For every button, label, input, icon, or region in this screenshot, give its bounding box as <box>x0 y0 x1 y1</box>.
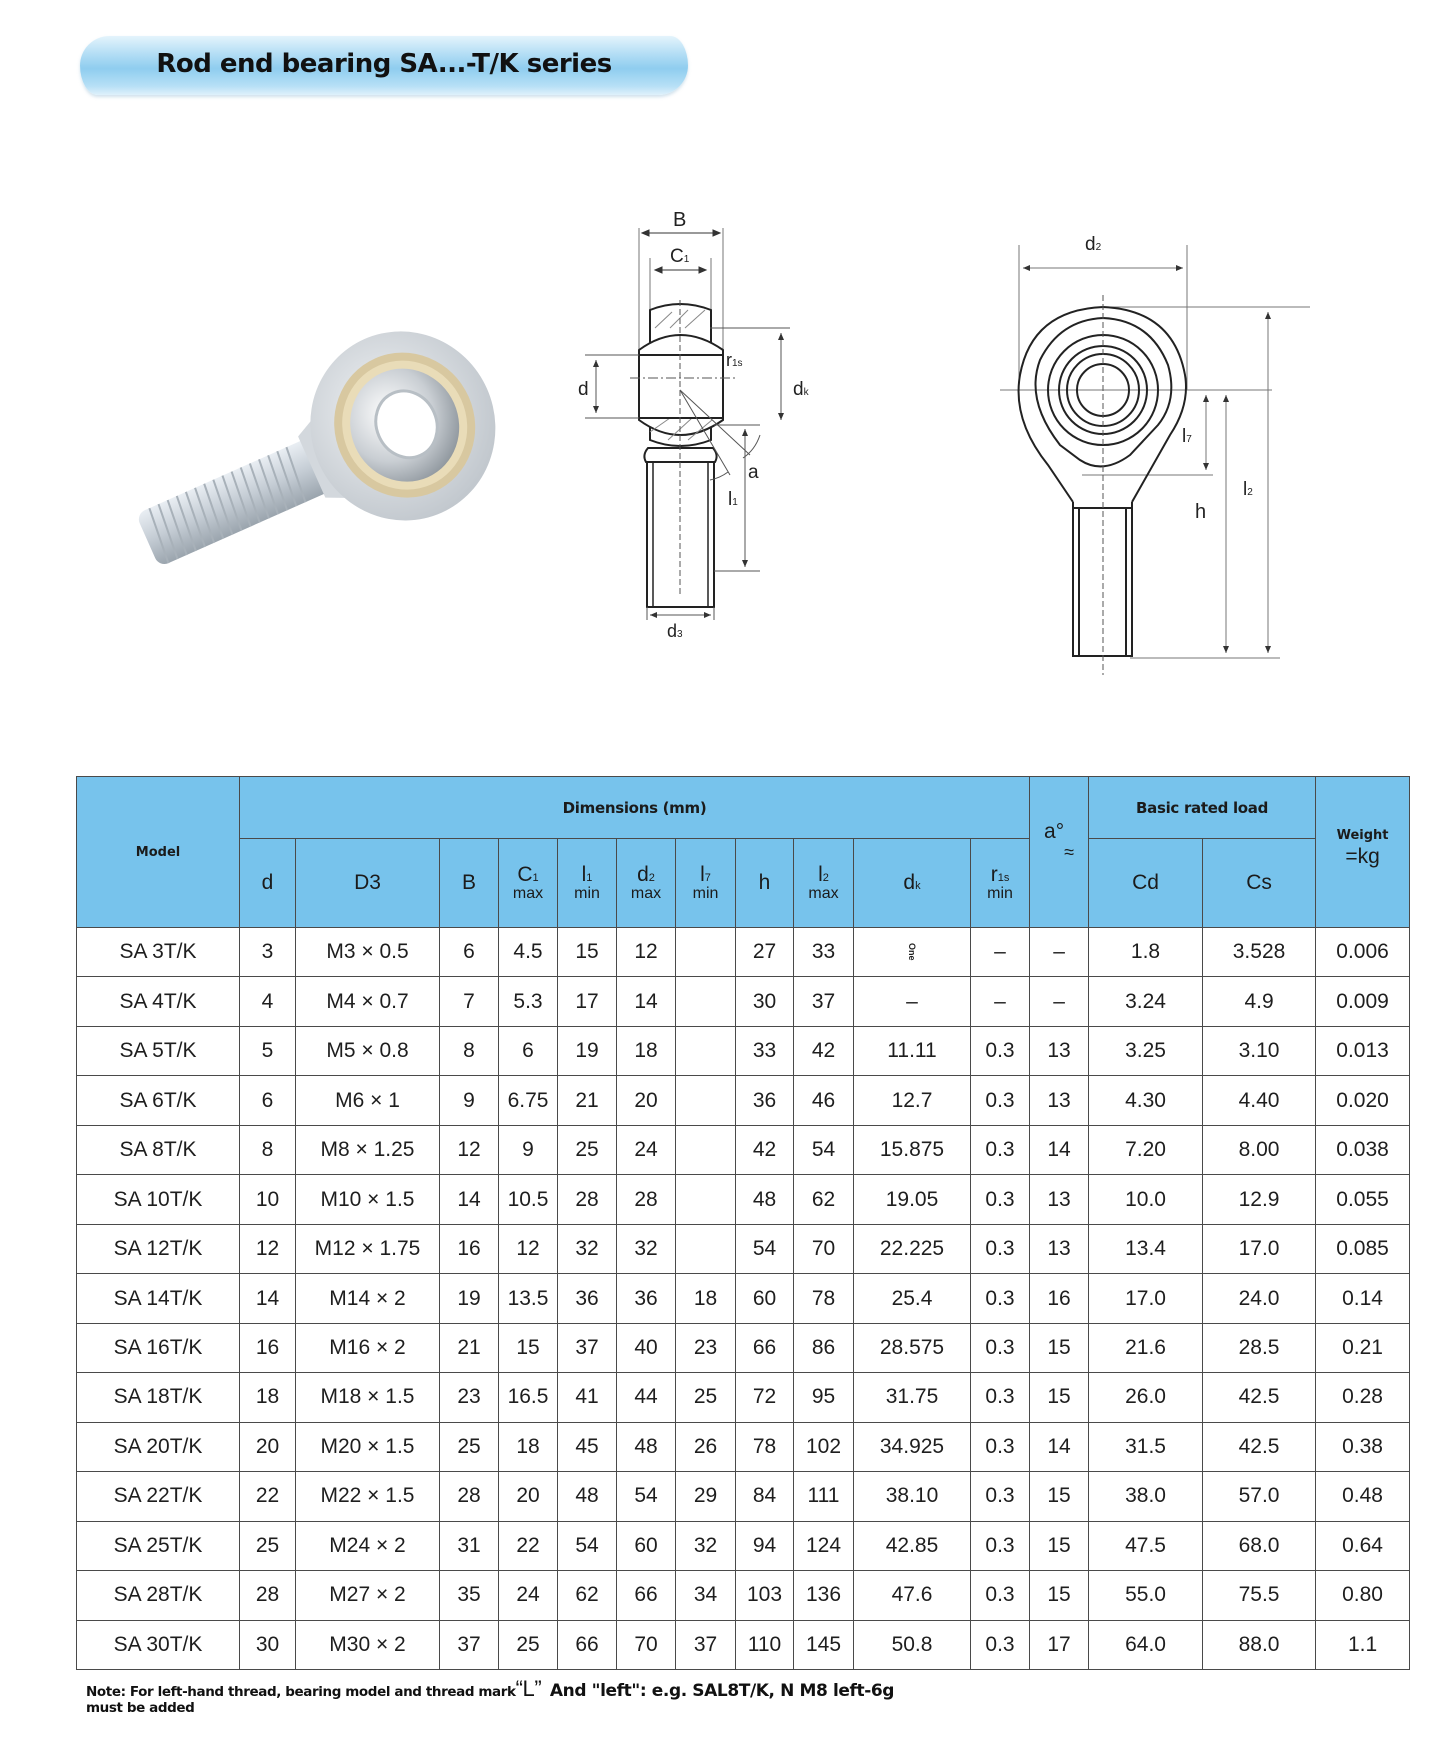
cell-d3: M6 × 1 <box>296 1076 440 1125</box>
cell-l7 <box>676 977 736 1026</box>
header-col-l7: l7 min <box>676 839 736 928</box>
cell-dk: 12.7 <box>854 1076 971 1125</box>
cell-dk: – <box>854 977 971 1026</box>
cell-d: 6 <box>240 1076 296 1125</box>
cell-c1: 18 <box>499 1422 558 1471</box>
cell-b: 9 <box>440 1076 499 1125</box>
cell-c1: 10.5 <box>499 1175 558 1224</box>
cell-r1s: 0.3 <box>971 1323 1030 1372</box>
cell-cs: 42.5 <box>1203 1422 1316 1471</box>
cell-cs: 88.0 <box>1203 1620 1316 1669</box>
cell-cd: 1.8 <box>1089 928 1203 977</box>
label-h: h <box>1195 501 1207 523</box>
cell-cs: 3.10 <box>1203 1026 1316 1075</box>
cell-a: 17 <box>1030 1620 1089 1669</box>
cell-l2: 86 <box>794 1323 854 1372</box>
cell-l1: 28 <box>558 1175 617 1224</box>
spec-table <box>76 776 1410 1670</box>
cell-dk: 28.575 <box>854 1323 971 1372</box>
cell-dk: 25.4 <box>854 1274 971 1323</box>
cell-dk: 15.875 <box>854 1125 971 1174</box>
table-row <box>77 1224 1410 1273</box>
cell-d3: M14 × 2 <box>296 1274 440 1323</box>
cell-cs: 42.5 <box>1203 1373 1316 1422</box>
cell-h: 84 <box>736 1472 794 1521</box>
cell-cd: 55.0 <box>1089 1571 1203 1620</box>
cell-d2: 36 <box>617 1274 676 1323</box>
cell-l2: 95 <box>794 1373 854 1422</box>
cell-r1s: – <box>971 928 1030 977</box>
cell-c1: 6.75 <box>499 1076 558 1125</box>
cell-d3: M22 × 1.5 <box>296 1472 440 1521</box>
cell-cs: 68.0 <box>1203 1521 1316 1570</box>
cell-h: 66 <box>736 1323 794 1372</box>
cell-cs: 28.5 <box>1203 1323 1316 1372</box>
cell-weight: 0.085 <box>1316 1224 1410 1273</box>
cell-l2: 136 <box>794 1571 854 1620</box>
cell-r1s: 0.3 <box>971 1472 1030 1521</box>
header-col-l1: l1 min <box>558 839 617 928</box>
cell-cd: 17.0 <box>1089 1274 1203 1323</box>
cell-l2: 54 <box>794 1125 854 1174</box>
cell-a: 15 <box>1030 1323 1089 1372</box>
cell-b: 16 <box>440 1224 499 1273</box>
cell-b: 31 <box>440 1521 499 1570</box>
cell-cd: 64.0 <box>1089 1620 1203 1669</box>
label-d3: d3 <box>667 621 683 641</box>
cell-dk: 42.85 <box>854 1521 971 1570</box>
cell-r1s: 0.3 <box>971 1125 1030 1174</box>
cell-l7: 23 <box>676 1323 736 1372</box>
cell-d2: 32 <box>617 1224 676 1273</box>
cell-c1: 22 <box>499 1521 558 1570</box>
table-row <box>77 1125 1410 1174</box>
table-row <box>77 1323 1410 1372</box>
cell-h: 60 <box>736 1274 794 1323</box>
cell-l7: 26 <box>676 1422 736 1471</box>
cell-model: SA 3T/K <box>77 928 240 977</box>
label-r1s: r1s <box>726 350 743 370</box>
cell-c1: 25 <box>499 1620 558 1669</box>
header-col-d2: d2 max <box>617 839 676 928</box>
cell-c1: 12 <box>499 1224 558 1273</box>
cell-l2: 111 <box>794 1472 854 1521</box>
cell-d2: 44 <box>617 1373 676 1422</box>
cell-c1: 4.5 <box>499 928 558 977</box>
cell-d3: M24 × 2 <box>296 1521 440 1570</box>
cell-l7: 32 <box>676 1521 736 1570</box>
cell-l7 <box>676 1076 736 1125</box>
cell-l2: 102 <box>794 1422 854 1471</box>
table-row <box>77 1472 1410 1521</box>
cell-d2: 18 <box>617 1026 676 1075</box>
cell-l7: 37 <box>676 1620 736 1669</box>
cell-a: 13 <box>1030 1175 1089 1224</box>
cell-cs: 57.0 <box>1203 1472 1316 1521</box>
cell-l2: 42 <box>794 1026 854 1075</box>
cell-l2: 78 <box>794 1274 854 1323</box>
table-row <box>77 1076 1410 1125</box>
table-row <box>77 1175 1410 1224</box>
cell-dk: 19.05 <box>854 1175 971 1224</box>
cell-model: SA 8T/K <box>77 1125 240 1174</box>
rod-end-bearing-photo <box>105 330 505 575</box>
cell-r1s: 0.3 <box>971 1620 1030 1669</box>
cell-a: 15 <box>1030 1373 1089 1422</box>
cell-l7: 18 <box>676 1274 736 1323</box>
header-col-dk: dk <box>854 839 971 928</box>
cell-cs: 3.528 <box>1203 928 1316 977</box>
header-alpha: a° ≈ <box>1030 777 1089 928</box>
header-model: Model <box>77 777 240 928</box>
cell-d2: 60 <box>617 1521 676 1570</box>
cell-c1: 9 <box>499 1125 558 1174</box>
cell-cd: 4.30 <box>1089 1076 1203 1125</box>
cell-h: 94 <box>736 1521 794 1570</box>
cell-model: SA 16T/K <box>77 1323 240 1372</box>
cell-model: SA 22T/K <box>77 1472 240 1521</box>
page-title: Rod end bearing SA...-T/K series <box>156 49 612 79</box>
header-dimensions: Dimensions (mm) <box>240 777 1030 839</box>
cell-a: 14 <box>1030 1422 1089 1471</box>
cell-h: 33 <box>736 1026 794 1075</box>
cell-r1s: 0.3 <box>971 1422 1030 1471</box>
cell-l7 <box>676 928 736 977</box>
cell-dk: One <box>854 928 971 977</box>
cell-cd: 21.6 <box>1089 1323 1203 1372</box>
cell-r1s: 0.3 <box>971 1175 1030 1224</box>
table-row <box>77 928 1410 977</box>
label-d2: d2 <box>1085 234 1102 255</box>
header-col-cs: Cs <box>1203 839 1316 928</box>
cell-a: – <box>1030 928 1089 977</box>
label-l7: l7 <box>1182 426 1192 447</box>
table-row <box>77 1026 1410 1075</box>
cell-h: 78 <box>736 1422 794 1471</box>
cell-b: 21 <box>440 1323 499 1372</box>
cell-l1: 41 <box>558 1373 617 1422</box>
cell-weight: 0.14 <box>1316 1274 1410 1323</box>
cell-l7 <box>676 1175 736 1224</box>
cell-l1: 37 <box>558 1323 617 1372</box>
cell-l7: 34 <box>676 1571 736 1620</box>
cell-c1: 24 <box>499 1571 558 1620</box>
cell-a: 14 <box>1030 1125 1089 1174</box>
header-row-columns <box>77 839 1410 928</box>
cell-l7 <box>676 1125 736 1174</box>
cell-d3: M4 × 0.7 <box>296 977 440 1026</box>
cell-d: 12 <box>240 1224 296 1273</box>
cell-d2: 20 <box>617 1076 676 1125</box>
cell-model: SA 5T/K <box>77 1026 240 1075</box>
label-l1: l1 <box>728 489 738 510</box>
cell-dk: 22.225 <box>854 1224 971 1273</box>
cell-l1: 66 <box>558 1620 617 1669</box>
cell-d2: 14 <box>617 977 676 1026</box>
label-dk: dk <box>793 379 809 400</box>
header-col-h: h <box>736 839 794 928</box>
cell-l7 <box>676 1224 736 1273</box>
cell-l7 <box>676 1026 736 1075</box>
cell-d3: M5 × 0.8 <box>296 1026 440 1075</box>
cell-dk: 11.11 <box>854 1026 971 1075</box>
cell-weight: 1.1 <box>1316 1620 1410 1669</box>
cell-d2: 70 <box>617 1620 676 1669</box>
note-text-2: And "left": e.g. SAL8T/K, N M8 left-6g <box>549 1681 895 1701</box>
cell-b: 35 <box>440 1571 499 1620</box>
cell-cd: 10.0 <box>1089 1175 1203 1224</box>
cell-d2: 12 <box>617 928 676 977</box>
table-row <box>77 1422 1410 1471</box>
cell-d2: 40 <box>617 1323 676 1372</box>
label-B: B <box>673 209 687 231</box>
cell-d3: M3 × 0.5 <box>296 928 440 977</box>
note-thread-mark: “L” <box>515 1676 542 1701</box>
cell-l2: 70 <box>794 1224 854 1273</box>
cell-d: 25 <box>240 1521 296 1570</box>
label-a: a <box>748 462 759 483</box>
cell-d: 14 <box>240 1274 296 1323</box>
cell-l2: 145 <box>794 1620 854 1669</box>
cell-a: 15 <box>1030 1571 1089 1620</box>
cell-d3: M30 × 2 <box>296 1620 440 1669</box>
cell-d3: M10 × 1.5 <box>296 1175 440 1224</box>
cell-cd: 47.5 <box>1089 1521 1203 1570</box>
table-row <box>77 1373 1410 1422</box>
cell-model: SA 20T/K <box>77 1422 240 1471</box>
cell-cd: 13.4 <box>1089 1224 1203 1273</box>
table-row <box>77 1571 1410 1620</box>
cell-d: 22 <box>240 1472 296 1521</box>
cell-r1s: 0.3 <box>971 1224 1030 1273</box>
cell-cs: 4.40 <box>1203 1076 1316 1125</box>
cell-d2: 48 <box>617 1422 676 1471</box>
cell-d3: M16 × 2 <box>296 1323 440 1372</box>
cell-d3: M18 × 1.5 <box>296 1373 440 1422</box>
cell-l1: 32 <box>558 1224 617 1273</box>
cell-l7: 25 <box>676 1373 736 1422</box>
cell-a: 13 <box>1030 1224 1089 1273</box>
cell-model: SA 10T/K <box>77 1175 240 1224</box>
cell-h: 27 <box>736 928 794 977</box>
cell-dk: 50.8 <box>854 1620 971 1669</box>
cell-d: 10 <box>240 1175 296 1224</box>
cell-d: 18 <box>240 1373 296 1422</box>
header-col-l2: l2 max <box>794 839 854 928</box>
cell-model: SA 12T/K <box>77 1224 240 1273</box>
header-col-D3: D3 <box>296 839 440 928</box>
cell-c1: 20 <box>499 1472 558 1521</box>
cell-l1: 25 <box>558 1125 617 1174</box>
cell-cs: 75.5 <box>1203 1571 1316 1620</box>
cell-cs: 4.9 <box>1203 977 1316 1026</box>
cell-l2: 37 <box>794 977 854 1026</box>
header-col-C1: C1 max <box>499 839 558 928</box>
cell-cs: 8.00 <box>1203 1125 1316 1174</box>
cell-l1: 17 <box>558 977 617 1026</box>
cell-b: 28 <box>440 1472 499 1521</box>
cell-cs: 17.0 <box>1203 1224 1316 1273</box>
cell-b: 25 <box>440 1422 499 1471</box>
cell-model: SA 6T/K <box>77 1076 240 1125</box>
cell-c1: 6 <box>499 1026 558 1075</box>
table-row <box>77 1521 1410 1570</box>
table-row <box>77 1274 1410 1323</box>
cell-cd: 3.24 <box>1089 977 1203 1026</box>
cell-weight: 0.48 <box>1316 1472 1410 1521</box>
cell-d3: M12 × 1.75 <box>296 1224 440 1273</box>
cell-l1: 62 <box>558 1571 617 1620</box>
header-basic-rated-load: Basic rated load <box>1089 777 1316 839</box>
cell-a: 15 <box>1030 1521 1089 1570</box>
cell-model: SA 14T/K <box>77 1274 240 1323</box>
title-banner <box>80 36 688 95</box>
cell-weight: 0.28 <box>1316 1373 1410 1422</box>
header-col-d: d <box>240 839 296 928</box>
cell-d: 5 <box>240 1026 296 1075</box>
cell-a: 13 <box>1030 1026 1089 1075</box>
footnote <box>86 1676 986 1716</box>
cell-l1: 36 <box>558 1274 617 1323</box>
cell-dk: 31.75 <box>854 1373 971 1422</box>
cell-a: 13 <box>1030 1076 1089 1125</box>
header-col-cd: Cd <box>1089 839 1203 928</box>
cell-a: 15 <box>1030 1472 1089 1521</box>
cell-model: SA 4T/K <box>77 977 240 1026</box>
cell-model: SA 25T/K <box>77 1521 240 1570</box>
note-text-3: must be added <box>86 1700 195 1716</box>
cell-d2: 28 <box>617 1175 676 1224</box>
cell-r1s: 0.3 <box>971 1076 1030 1125</box>
cell-r1s: 0.3 <box>971 1373 1030 1422</box>
cell-cd: 31.5 <box>1089 1422 1203 1471</box>
header-col-B: B <box>440 839 499 928</box>
cell-l2: 46 <box>794 1076 854 1125</box>
label-C1: C1 <box>670 246 690 267</box>
cell-l7: 29 <box>676 1472 736 1521</box>
cell-r1s: – <box>971 977 1030 1026</box>
cell-d2: 66 <box>617 1571 676 1620</box>
cell-d3: M27 × 2 <box>296 1571 440 1620</box>
cell-weight: 0.020 <box>1316 1076 1410 1125</box>
cell-l1: 45 <box>558 1422 617 1471</box>
note-text-1: Note: For left-hand thread, bearing model and thread mark <box>86 1684 516 1700</box>
cell-weight: 0.013 <box>1316 1026 1410 1075</box>
cell-r1s: 0.3 <box>971 1571 1030 1620</box>
cell-cs: 12.9 <box>1203 1175 1316 1224</box>
header-col-r1s: r1s min <box>971 839 1030 928</box>
cell-cd: 26.0 <box>1089 1373 1203 1422</box>
cell-cd: 3.25 <box>1089 1026 1203 1075</box>
cell-h: 30 <box>736 977 794 1026</box>
cell-b: 6 <box>440 928 499 977</box>
header-row-group <box>77 777 1410 839</box>
cell-weight: 0.055 <box>1316 1175 1410 1224</box>
cell-model: SA 18T/K <box>77 1373 240 1422</box>
cell-d2: 54 <box>617 1472 676 1521</box>
cell-h: 48 <box>736 1175 794 1224</box>
cell-d3: M8 × 1.25 <box>296 1125 440 1174</box>
cell-b: 8 <box>440 1026 499 1075</box>
cell-b: 14 <box>440 1175 499 1224</box>
cell-dk: 47.6 <box>854 1571 971 1620</box>
cell-h: 103 <box>736 1571 794 1620</box>
cell-l1: 21 <box>558 1076 617 1125</box>
front-view-diagram <box>990 220 1330 690</box>
cell-d: 28 <box>240 1571 296 1620</box>
table-row <box>77 977 1410 1026</box>
cell-r1s: 0.3 <box>971 1026 1030 1075</box>
label-l2: l2 <box>1243 479 1253 500</box>
cell-dk: 38.10 <box>854 1472 971 1521</box>
cell-d: 16 <box>240 1323 296 1372</box>
cell-weight: 0.006 <box>1316 928 1410 977</box>
cell-a: 16 <box>1030 1274 1089 1323</box>
side-section-diagram <box>560 200 850 700</box>
cell-weight: 0.80 <box>1316 1571 1410 1620</box>
cell-l1: 48 <box>558 1472 617 1521</box>
cell-dk: 34.925 <box>854 1422 971 1471</box>
cell-l1: 19 <box>558 1026 617 1075</box>
cell-h: 42 <box>736 1125 794 1174</box>
cell-d: 3 <box>240 928 296 977</box>
cell-d: 8 <box>240 1125 296 1174</box>
cell-weight: 0.64 <box>1316 1521 1410 1570</box>
cell-h: 54 <box>736 1224 794 1273</box>
cell-c1: 13.5 <box>499 1274 558 1323</box>
cell-h: 36 <box>736 1076 794 1125</box>
cell-c1: 16.5 <box>499 1373 558 1422</box>
cell-b: 23 <box>440 1373 499 1422</box>
cell-d: 20 <box>240 1422 296 1471</box>
cell-b: 7 <box>440 977 499 1026</box>
cell-l2: 124 <box>794 1521 854 1570</box>
cell-l2: 62 <box>794 1175 854 1224</box>
cell-b: 12 <box>440 1125 499 1174</box>
cell-d: 4 <box>240 977 296 1026</box>
cell-d2: 24 <box>617 1125 676 1174</box>
table-row <box>77 1620 1410 1669</box>
cell-l1: 15 <box>558 928 617 977</box>
label-d: d <box>578 379 589 400</box>
cell-b: 19 <box>440 1274 499 1323</box>
cell-weight: 0.38 <box>1316 1422 1410 1471</box>
cell-h: 110 <box>736 1620 794 1669</box>
cell-cd: 7.20 <box>1089 1125 1203 1174</box>
table-body <box>77 928 1410 1670</box>
cell-r1s: 0.3 <box>971 1274 1030 1323</box>
cell-b: 37 <box>440 1620 499 1669</box>
cell-l1: 54 <box>558 1521 617 1570</box>
cell-weight: 0.009 <box>1316 977 1410 1026</box>
cell-weight: 0.038 <box>1316 1125 1410 1174</box>
cell-d3: M20 × 1.5 <box>296 1422 440 1471</box>
cell-c1: 5.3 <box>499 977 558 1026</box>
cell-r1s: 0.3 <box>971 1521 1030 1570</box>
header-weight: Weight =kg <box>1316 777 1410 928</box>
cell-a: – <box>1030 977 1089 1026</box>
cell-weight: 0.21 <box>1316 1323 1410 1372</box>
cell-h: 72 <box>736 1373 794 1422</box>
cell-l2: 33 <box>794 928 854 977</box>
cell-c1: 15 <box>499 1323 558 1372</box>
cell-model: SA 30T/K <box>77 1620 240 1669</box>
cell-d: 30 <box>240 1620 296 1669</box>
cell-cd: 38.0 <box>1089 1472 1203 1521</box>
cell-cs: 24.0 <box>1203 1274 1316 1323</box>
cell-model: SA 28T/K <box>77 1571 240 1620</box>
